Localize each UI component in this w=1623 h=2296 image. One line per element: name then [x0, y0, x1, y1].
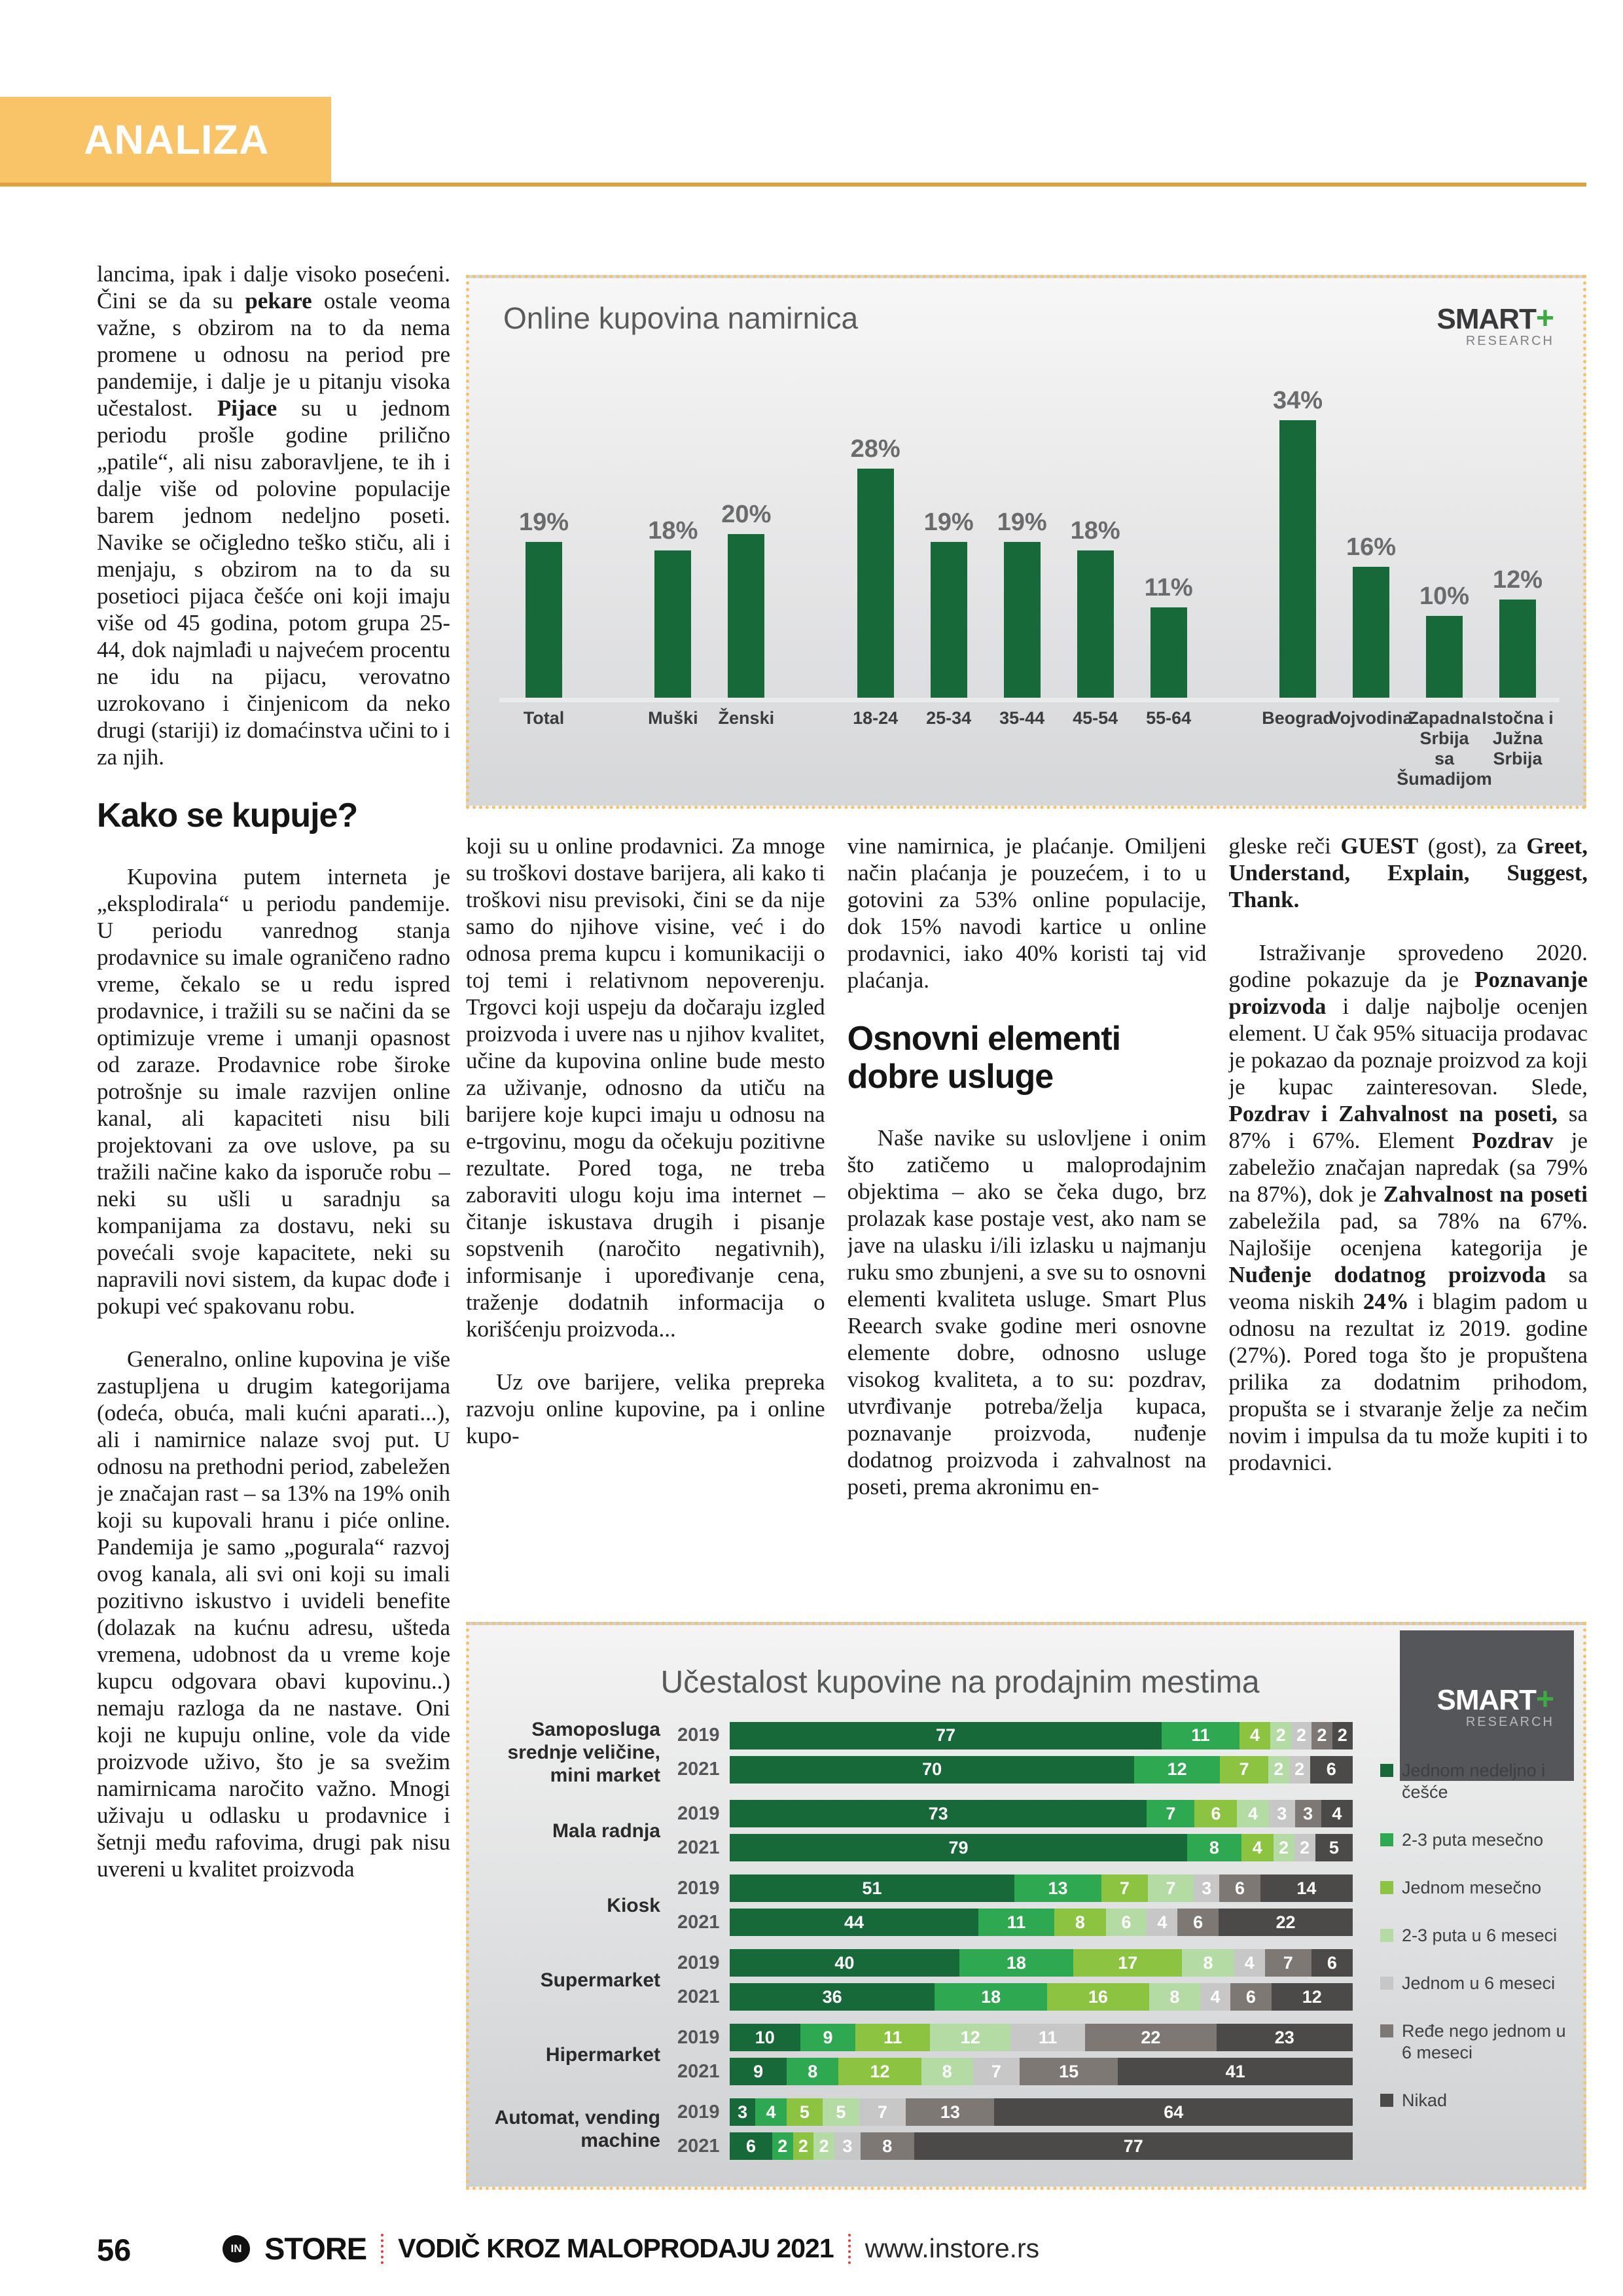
bar-segment: 41 — [1118, 2058, 1353, 2085]
bar-group — [507, 387, 580, 789]
legend-swatch — [1380, 1977, 1393, 1990]
bar-segment: 22 — [1085, 2024, 1217, 2051]
bar-segment: 3 — [730, 2098, 755, 2126]
group-label: Supermarket — [540, 1969, 660, 1991]
bar-segment: 13 — [906, 2098, 994, 2126]
bar-segment: 7 — [1265, 1949, 1311, 1977]
bar-segment: 15 — [1020, 2058, 1118, 2085]
bar-rect — [526, 542, 562, 698]
bar-value-label: 19% — [518, 509, 569, 536]
bar-segment: 7 — [973, 2058, 1020, 2085]
bar-segment: 13 — [1014, 1874, 1101, 1902]
legend-item — [1380, 1925, 1580, 1946]
stacked-bar-supermarket-2021 — [677, 1983, 1353, 2011]
legend-swatch — [1380, 2024, 1393, 2037]
bar-segment: 7 — [859, 2098, 906, 2126]
group-label: Hipermarket — [545, 2043, 660, 2066]
bar-segment: 7 — [1220, 1756, 1268, 1784]
bar-segment: 6 — [1106, 1909, 1147, 1936]
bar-segment: 22 — [1219, 1909, 1353, 1936]
bar-rect — [1499, 600, 1536, 698]
bar-group — [1261, 387, 1554, 789]
bar-segment: 12 — [1134, 1756, 1220, 1784]
paragraph: Generalno, online kupovina je više zastupljena u drugim kategorijama (odeća, obuća, mali kućni aparati...), ali i namirnice nalaze svoj put. U odnosu na prethodni period, zabeležen je značajan rast – sa 13% na 19% onih koji su kupovali hranu i piće online. Pandemija je samo „pogurala“ razvoj ovog kanala, ali svi oni koji su imali pozitivno iskustvo i uvideli benefite (dolazak na kućnu adresu, ušteda vremena, udobnost da u vreme koje kupcu odgovara obavi kupovinu..) nemaju razloga da ne nastave. Oni koji ne kupuju online, vole da vide proizvode uživo, što je sa svežim namirnicama naročito važno. Mnogi uživaju u odlasku u prodavnice i šetnji među rafovima, drugi pak nisu uvereni u kvalitet proizvoda — [97, 1346, 450, 1882]
bar-55-64 — [1132, 387, 1205, 789]
year-label: 2019 — [677, 1952, 720, 1973]
bar-segment: 4 — [1234, 1949, 1265, 1977]
bar-value-label: 18% — [648, 517, 698, 545]
bar-category-label: 45-54 — [1073, 708, 1118, 728]
stacked-bar-group — [493, 1949, 1353, 2011]
paragraph: lancima, ipak i dalje visoko posećeni. Čini se da su pekare ostale veoma važne, s obzirom na to da nema promene u odnosu na period pre pandemije, i dalje je u pitanju visoka učestalost. Pijace su u jednom periodu prošle godine prilično „patile“, ali nisu zaboravljene, te ih i dalje više od polovine populacije barem jednom nedeljno poseti. Navike se očigledno teško stiču, ali i menjaju, s obzirom na to da su posetioci pijaca češće oni koji imaju više od 45 godina, potom grupa 25-44, dok najmlađi u najvećem procentu ne idu na pijacu, verovatno uzrokovano i činjenicom da neko drugi (stariji) iz domaćinstva učini to i za njih. — [97, 261, 450, 770]
paragraph: gleske reči GUEST (gost), za Greet, Understand, Explain, Suggest, Thank. — [1228, 833, 1588, 912]
stacked-bar-group — [493, 2098, 1353, 2160]
paragraph: koji su u online prodavnici. Za mnoge su troškovi dostave barijera, ali kako ti troškovi nisu previsoki, čini se da nije samo do njihove visine, već i do odnosa prema kupcu i komunikaciji o toj temi i relativnom nepoverenju. Trgovci koji uspeju da dočaraju izgled proizvoda i uvere nas u njihov kvalitet, učine da kupovina online bude mesto za uživanje, odnosno da utiču na barijere koje kupci imaju u odnosu na e-trgovinu, mogu da očekuju pozitivne rezultate. Pored toga, ne treba zaboraviti ulogu koju ima internet – čitanje iskustava drugih i pisanje sopstvenih (naročito negativnih), informisanje i upoređivanje cena, traženje dodatnih informacija o korišćenju proizvoda... — [466, 833, 825, 1342]
paragraph: Istraživanje sprovedeno 2020. godine pokazuje da je Poznavanje proizvoda i dalje najbolje ocenjen element. U čak 95% situacija prodavac je pokazao da poznaje proizvod za koji je kupac zainteresovan. Slede, Pozdrav i Zahvalnost na poseti, sa 87% i 67%. Element Pozdrav je zabeležio značajan napredak (sa 79% na 87%), dok je Zahvalnost na poseti zabeležila pad, sa 78% na 67%. Najlošije ocenjena kategorija je Nuđenje dodatnog proizvoda sa veoma niskih 24% i blagim padom u odnosu na rezultat iz 2019. godine (27%). Pored toga što je propuštena prilika za dodatnim prihodom, propušta se i stvaranje želje za nečim novim i impulsa da tu može kupiti i to prodavnici. — [1228, 940, 1588, 1475]
stacked-bar-samoposluga-2021 — [677, 1756, 1353, 1784]
bar-segment: 16 — [1047, 1983, 1149, 2011]
legend-label: Ređe nego jednom u 6 meseci — [1402, 2021, 1566, 2062]
bar-segment: 11 — [1162, 1722, 1240, 1749]
bar-value-label: 11% — [1144, 574, 1193, 601]
bar-35-44 — [986, 387, 1059, 789]
bar-segment: 4 — [1241, 1834, 1274, 1861]
year-label: 2019 — [677, 1803, 720, 1824]
bar-category-label: Zapadna Srbija sa Šumadijom — [1397, 708, 1492, 789]
stacked-bar-group — [493, 1874, 1353, 1936]
year-label: 2021 — [677, 2135, 720, 2157]
year-label: 2021 — [677, 1759, 720, 1780]
stacked-bar-automat-2019 — [677, 2098, 1353, 2126]
year-label: 2021 — [677, 2060, 720, 2082]
bar-segment: 5 — [823, 2098, 859, 2126]
bar-category-label: Total — [523, 708, 565, 728]
bar-value-label: 19% — [923, 509, 974, 536]
bar-segment: 3 — [1295, 1800, 1321, 1827]
stacked-bar-mala-radnja-2021 — [677, 1834, 1353, 1861]
bar-segment: 4 — [1240, 1722, 1271, 1749]
bar-segment: 10 — [730, 2024, 800, 2051]
bar-segment: 77 — [730, 1722, 1162, 1749]
bar-segment: 4 — [1200, 1983, 1231, 2011]
group-label: Samoposluga srednje veličine, mini market — [507, 1719, 660, 1786]
stacked-bar-supermarket-2019 — [677, 1949, 1353, 1977]
legend-item — [1380, 1760, 1580, 1803]
group-label: Kiosk — [607, 1894, 660, 1916]
year-label: 2021 — [677, 1911, 720, 1933]
bar-segment: 12 — [1272, 1983, 1353, 2011]
legend-item — [1380, 2090, 1580, 2111]
bar-value-label: 12% — [1492, 566, 1543, 594]
article-column-3 — [847, 833, 1207, 1613]
bar-category-label: 25-34 — [926, 708, 972, 728]
bar-segment: 8 — [861, 2132, 914, 2160]
bar-segment: 11 — [855, 2024, 930, 2051]
bar-category-label: Beograd — [1262, 708, 1334, 728]
bar-rect — [1426, 616, 1463, 698]
bar-rect — [728, 534, 764, 698]
bar-segment: 4 — [1321, 1800, 1353, 1827]
paragraph: Naše navike su uslovljene i onim što zatičemo u maloprodajnim objektima – ako se čeka dugo, brz prolazak kase postaje vest, ako nam se jave na ulasku i/ili izlasku u najmanju ruku smo zbunjeni, a sve su to osnovni elementi kvaliteta usluge. Smart Plus Reearch svake godine meri osnovne elemente dobre, odnosno usluge visokog kvaliteta, a to su: pozdrav, utvrđivanje potreba/želja kupaca, poznavanje proizvoda, nuđenje dodatnog proizvoda i zahvalnost na poseti, prema akronimu en- — [847, 1125, 1207, 1499]
bar-segment: 2 — [1291, 1722, 1311, 1749]
section-banner — [0, 97, 331, 183]
stacked-bar-group — [493, 1718, 1353, 1787]
bar-segment: 7 — [1147, 1800, 1194, 1827]
bar-25-34 — [912, 387, 986, 789]
bar-rect — [1353, 567, 1389, 698]
bar-value-label: 18% — [1070, 517, 1120, 545]
bar-segment: 12 — [930, 2024, 1010, 2051]
bar-segment: 2 — [1311, 1722, 1332, 1749]
bar-segment: 6 — [1230, 1983, 1271, 2011]
bar-segment: 5 — [787, 2098, 823, 2126]
paragraph: vine namirnica, je plaćanje. Omiljeni način plaćanja je pouzećem, i to u gotovini za 53% online populacije, dok 15% navodi kartice u online prodavnici, iako 40% koristi taj vid plaćanja. — [847, 833, 1207, 993]
bar-rect — [1077, 550, 1114, 698]
legend-label: Jednom mesečno — [1402, 1878, 1542, 1897]
bar-segment: 64 — [994, 2098, 1353, 2126]
year-label: 2021 — [677, 1986, 720, 2007]
bar-45-54 — [1059, 387, 1132, 789]
bar-segment: 9 — [730, 2058, 787, 2085]
paragraph: Kupovina putem interneta je „eksplodirala“ u periodu pandemije. U periodu vanrednog stanja prodavnice su imale ograničeno radno vreme, čekalo se u redu ispred prodavnice, i tražili su se načini da se optimizuje vreme i umanji opasnost od zaraze. Prodavnice robe široke potrošnje su imale razvijen online kanal, ali kapaciteti nisu bili projektovani za ove uslove, pa su tražili načine kako da isporuče robu – neki su ušli u saradnju sa kompanijama za dostavu, neki su povećali svoje kapacitete, neki su napravili novi sistem, da kupac dođe i pokupi već spakovanu robu. — [97, 864, 450, 1319]
bar-value-label: 10% — [1419, 583, 1470, 610]
legend-swatch — [1380, 2094, 1393, 2107]
bar-segment: 6 — [1219, 1874, 1260, 1902]
smart-research-logo — [1400, 1630, 1574, 1781]
section-title: ANALIZA — [84, 117, 270, 163]
stacked-bar-samoposluga-2019 — [677, 1722, 1353, 1749]
stacked-bar-automat-2021 — [677, 2132, 1353, 2160]
bar-segment: 2 — [793, 2132, 814, 2160]
legend-item — [1380, 1829, 1580, 1851]
bar-segment: 2 — [772, 2132, 793, 2160]
legend-item — [1380, 2020, 1580, 2064]
footer-guide-title: VODIČ KROZ MALOPRODAJU 2021 — [398, 2233, 834, 2263]
legend-label: 2-3 puta mesečno — [1402, 1830, 1544, 1850]
footer-separator — [381, 2234, 383, 2264]
legend-label: Jednom u 6 meseci — [1402, 1973, 1556, 1993]
bar-category-label: 55-64 — [1146, 708, 1192, 728]
instore-logo-icon: IN — [223, 2235, 250, 2263]
bar-segment: 12 — [838, 2058, 921, 2085]
subheading-kako-se-kupuje: Kako se kupuje? — [97, 797, 358, 834]
bar-value-label: 28% — [850, 435, 901, 463]
bar-segment: 3 — [1269, 1800, 1295, 1827]
legend-swatch — [1380, 1833, 1393, 1846]
bar-category-label: 18-24 — [853, 708, 899, 728]
footer-brand: STORE — [264, 2231, 367, 2266]
stacked-bar-mala-radnja-2019 — [677, 1800, 1353, 1827]
legend-label: 2-3 puta u 6 meseci — [1402, 1926, 1558, 1945]
bar-value-label: 20% — [721, 501, 772, 528]
bar-category-label: Ženski — [718, 708, 775, 728]
article-column-2 — [466, 833, 825, 1613]
chart-legend — [1380, 1760, 1580, 2111]
article-column-1 — [97, 260, 450, 2136]
stacked-bar-hipermarket-2021 — [677, 2058, 1353, 2085]
bar-rect — [931, 542, 967, 698]
article-column-band — [466, 833, 1588, 1613]
bar-value-label: 19% — [997, 509, 1047, 536]
bar-zapadna-srbija-sa-šumadijom — [1397, 387, 1492, 789]
bar-segment: 8 — [1054, 1909, 1106, 1936]
year-label: 2019 — [677, 2101, 720, 2123]
page-number: 56 — [97, 2233, 132, 2267]
group-label: Automat, vending machine — [494, 2107, 660, 2151]
bar-category-label: Vojvodina — [1329, 708, 1413, 728]
legend-label: Jednom nedeljno i češće — [1402, 1761, 1546, 1802]
bar-value-label: 34% — [1272, 387, 1323, 414]
bar-segment: 18 — [959, 1949, 1073, 1977]
bar-segment: 6 — [730, 2132, 772, 2160]
bar-segment: 6 — [1177, 1909, 1219, 1936]
bar-segment: 2 — [1332, 1722, 1353, 1749]
legend-item — [1380, 1973, 1580, 1994]
bar-muški — [636, 387, 709, 789]
article-column-4 — [1228, 833, 1588, 1613]
bar-total — [507, 387, 580, 789]
bar-segment: 8 — [1182, 1949, 1234, 1977]
bar-segment: 2 — [1294, 1834, 1315, 1861]
year-label: 2019 — [677, 1877, 720, 1899]
bar-segment: 8 — [1149, 1983, 1200, 2011]
bar-beograd — [1261, 387, 1334, 789]
bar-segment: 2 — [1274, 1834, 1294, 1861]
chart-title: Učestalost kupovine na prodajnim mestima — [660, 1665, 1260, 1700]
bar-group — [636, 387, 783, 789]
banner-underline — [0, 183, 1586, 187]
bar-category-label: Istočna i Južna Srbija — [1482, 708, 1554, 768]
bar-segment: 9 — [800, 2024, 856, 2051]
logo-brand: SMART — [1436, 303, 1536, 335]
legend-swatch — [1380, 1764, 1393, 1777]
bar-segment: 2 — [1268, 1756, 1289, 1784]
bar-segment: 36 — [730, 1983, 935, 2011]
bar-segment: 3 — [834, 2132, 861, 2160]
bar-rect — [1279, 420, 1316, 698]
bar-segment: 8 — [1187, 1834, 1241, 1861]
bar-segment: 14 — [1260, 1874, 1353, 1902]
bar-segment: 79 — [730, 1834, 1187, 1861]
stacked-bar-hipermarket-2019 — [677, 2024, 1353, 2051]
bar-rect — [857, 469, 894, 698]
stacked-bar-group — [493, 2024, 1353, 2085]
smart-research-logo — [1437, 300, 1554, 349]
bar-istočna-i-južna-srbija — [1481, 387, 1554, 789]
bar-ženski — [709, 387, 783, 789]
logo-sub: RESEARCH — [1465, 334, 1554, 348]
bar-segment: 77 — [914, 2132, 1353, 2160]
bar-segment: 6 — [1311, 1949, 1353, 1977]
plus-icon: + — [1535, 1682, 1554, 1717]
stacked-bar-kiosk-2021 — [677, 1909, 1353, 1936]
bar-chart-plot — [507, 387, 1554, 789]
bar-segment: 44 — [730, 1909, 978, 1936]
bar-segment: 11 — [978, 1909, 1054, 1936]
bar-segment: 23 — [1217, 2024, 1353, 2051]
bar-category-label: Muški — [648, 708, 698, 728]
bar-segment: 6 — [1194, 1800, 1237, 1827]
year-label: 2019 — [677, 2026, 720, 2048]
chart-online-kupovina — [466, 275, 1586, 809]
bar-category-label: 35-44 — [999, 708, 1045, 728]
subheading-osnovni-elementi: Osnovni elementi dobre usluge — [847, 1020, 1121, 1096]
bar-segment: 6 — [1310, 1756, 1353, 1784]
year-label: 2021 — [677, 1837, 720, 1858]
bar-value-label: 16% — [1346, 533, 1397, 561]
stacked-bar-plot — [493, 1718, 1353, 2173]
bar-segment: 40 — [730, 1949, 959, 1977]
bar-segment: 11 — [1010, 2024, 1085, 2051]
bar-segment: 2 — [813, 2132, 834, 2160]
bar-segment: 2 — [1289, 1756, 1310, 1784]
bar-segment: 3 — [1194, 1874, 1219, 1902]
plus-icon: + — [1535, 301, 1554, 336]
bar-segment: 2 — [1270, 1722, 1291, 1749]
bar-segment: 5 — [1315, 1834, 1353, 1861]
legend-swatch — [1380, 1881, 1393, 1894]
bar-segment: 4 — [1237, 1800, 1268, 1827]
stacked-bar-group — [493, 1800, 1353, 1861]
chart-title: Online kupovina namirnica — [503, 301, 859, 335]
legend-label: Nikad — [1402, 2090, 1448, 2110]
bar-rect — [1004, 542, 1041, 698]
bar-segment: 17 — [1073, 1949, 1182, 1977]
bar-segment: 51 — [730, 1874, 1014, 1902]
bar-group — [839, 387, 1205, 789]
bar-segment: 8 — [921, 2058, 973, 2085]
year-label: 2019 — [677, 1725, 720, 1746]
bar-segment: 73 — [730, 1800, 1147, 1827]
footer-separator — [848, 2234, 851, 2264]
footer-website: www.instore.rs — [865, 2233, 1040, 2263]
bar-rect — [654, 550, 691, 698]
bar-18-24 — [839, 387, 912, 789]
paragraph: Uz ove barijere, velika prepreka razvoju online kupovine, pa i online kupo- — [466, 1369, 825, 1448]
logo-sub: RESEARCH — [1465, 1715, 1554, 1729]
bar-segment: 70 — [730, 1756, 1134, 1784]
logo-brand: SMART — [1436, 1684, 1536, 1716]
bar-segment: 4 — [755, 2098, 786, 2126]
footer — [223, 2231, 1039, 2267]
stacked-bar-kiosk-2019 — [677, 1874, 1353, 1902]
bar-segment: 4 — [1147, 1909, 1177, 1936]
legend-item — [1380, 1877, 1580, 1899]
legend-swatch — [1380, 1929, 1393, 1942]
bar-segment: 18 — [935, 1983, 1047, 2011]
chart-ucestalost-kupovine — [466, 1622, 1586, 2190]
bar-segment: 7 — [1101, 1874, 1148, 1902]
bar-rect — [1150, 607, 1187, 698]
bar-segment: 8 — [787, 2058, 838, 2085]
group-label: Mala radnja — [552, 1820, 660, 1842]
bar-segment: 7 — [1148, 1874, 1194, 1902]
